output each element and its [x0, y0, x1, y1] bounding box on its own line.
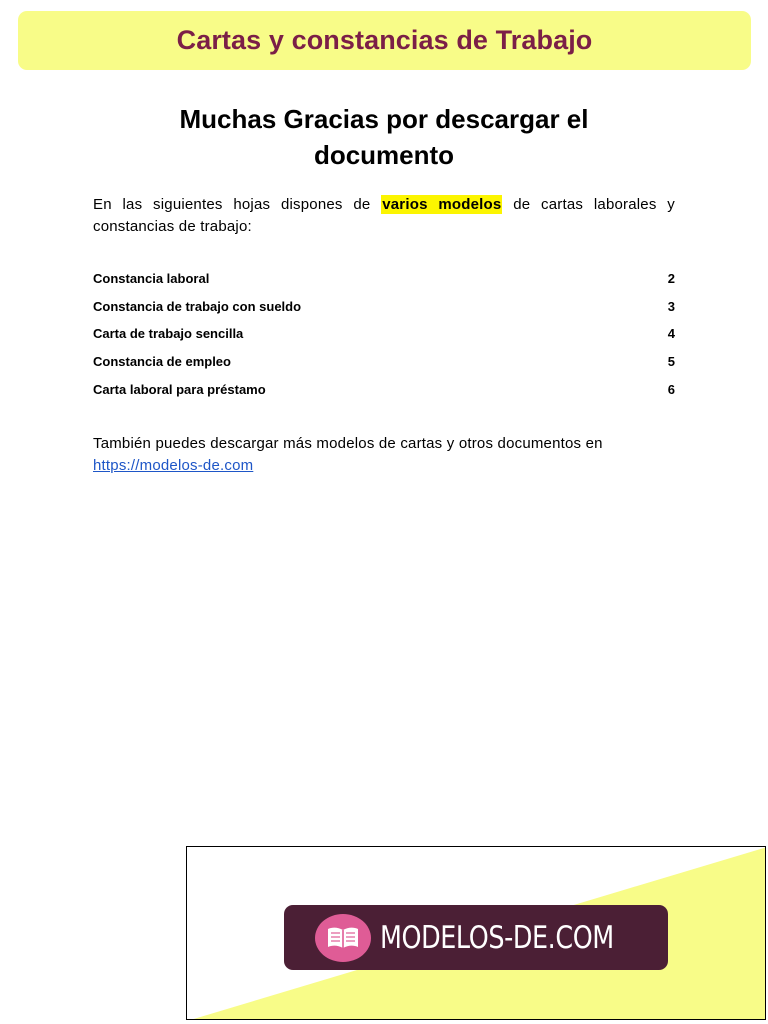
toc-page-number: 4 — [667, 326, 675, 342]
toc-row — [93, 320, 675, 348]
outro-paragraph — [93, 433, 675, 476]
intro-highlight: varios modelos — [382, 196, 502, 213]
website-link[interactable]: https://modelos-de.com — [93, 456, 254, 474]
banner-title: Cartas y constancias de Trabajo — [176, 25, 593, 55]
toc-row — [93, 265, 675, 293]
toc-label: Constancia de trabajo con sueldo — [93, 298, 302, 314]
modelos-de-logo[interactable] — [284, 905, 668, 970]
heading-line-2: documento — [313, 140, 455, 170]
intro-text-before: En las siguientes hojas dispones de — [93, 196, 371, 213]
toc-row — [93, 375, 675, 403]
outro-text: También puedes descargar más modelos de cartas y otros documentos en — [93, 435, 603, 452]
toc-page-number: 5 — [667, 354, 675, 370]
heading-line-1: Muchas Gracias por descargar el — [179, 104, 589, 134]
table-of-contents — [93, 265, 675, 403]
header-banner — [18, 11, 751, 70]
promo-box — [186, 846, 766, 1020]
open-book-icon — [315, 914, 371, 962]
toc-row — [93, 348, 675, 376]
toc-label: Constancia laboral — [93, 271, 210, 287]
logo-wordmark: MODELOS-DE.COM — [380, 919, 614, 956]
toc-label: Carta de trabajo sencilla — [93, 326, 244, 342]
intro-paragraph — [93, 194, 675, 237]
toc-page-number: 2 — [667, 271, 675, 287]
toc-label: Carta laboral para préstamo — [93, 381, 266, 397]
intro-text-after: de cartas laborales y constancias de trabajo: — [93, 196, 675, 235]
toc-label: Constancia de empleo — [93, 354, 231, 370]
toc-page-number: 6 — [667, 381, 675, 397]
page-heading — [93, 101, 675, 173]
toc-page-number: 3 — [667, 298, 675, 314]
toc-row — [93, 293, 675, 321]
